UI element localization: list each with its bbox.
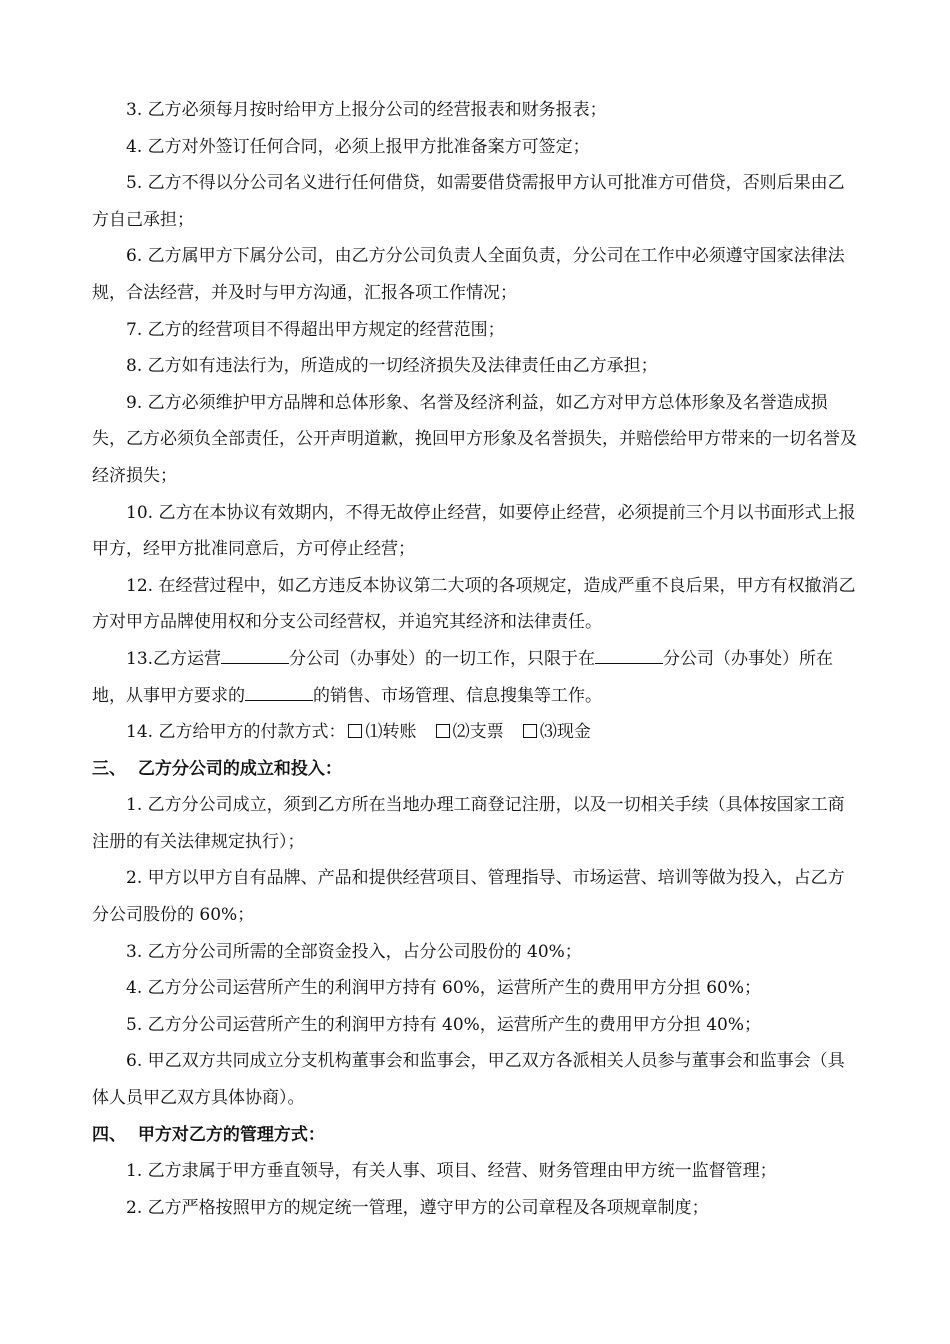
fill-blank-1 bbox=[221, 647, 289, 664]
section2-item-12: 12. 在经营过程中，如乙方违反本协议第二大项的各项规定，造成严重不良后果，甲方有权撤消乙方对甲方品牌使用权和分支公司经营权，并追究其经济和法律责任。 bbox=[92, 575, 856, 633]
section2-item-9: 9. 乙方必须维护甲方品牌和总体形象、名誉及经济利益，如乙方对甲方总体形象及名誉造成损失，乙方必须负全部责任，公开声明道歉，挽回甲方形象及名誉损失，并赔偿给甲方带来的一切名誉及经济损失； bbox=[92, 392, 857, 486]
fill-blank-2 bbox=[595, 647, 663, 664]
checkbox-cash bbox=[523, 724, 537, 738]
item13-text-4: 的销售、市场管理、信息搜集等工作。 bbox=[313, 685, 602, 706]
payment-option-cash: ⑶现金 bbox=[539, 722, 591, 743]
section2-item-5: 5. 乙方不得以分公司名义进行任何借贷，如需要借贷需报甲方认可批准方可借贷，否则后果由乙方自己承担； bbox=[92, 173, 845, 230]
payment-option-transfer: ⑴转账 bbox=[365, 722, 417, 743]
document-body bbox=[92, 92, 860, 1226]
payment-label: 14. 乙方给甲方的付款方式： bbox=[126, 722, 346, 743]
payment-option-check: ⑵支票 bbox=[452, 722, 504, 743]
section2-item-8: 8. 乙方如有违法行为，所造成的一切经济损失及法律责任由乙方承担； bbox=[126, 356, 658, 377]
section2-item-4: 4. 乙方对外签订任何合同，必须上报甲方批准备案方可签定； bbox=[126, 136, 590, 157]
section2-item-3: 3. 乙方必须每月按时给甲方上报分公司的经营报表和财务报表； bbox=[126, 100, 607, 120]
section2-item-10: 10. 乙方在本协议有效期内，不得无故停止经营，如要停止经营，必须提前三个月以书面形式上报甲方，经甲方批准同意后，方可停止经营； bbox=[92, 502, 856, 560]
section4-item-2: 2. 乙方严格按照甲方的规定统一管理，遵守甲方的公司章程及各项规章制度； bbox=[126, 1197, 709, 1218]
section4-item-1: 1. 乙方隶属于甲方垂直领导，有关人事、项目、经营、财务管理由甲方统一监督管理； bbox=[126, 1161, 777, 1182]
checkbox-transfer bbox=[348, 724, 362, 738]
section3-item-3: 3. 乙方分公司所需的全部资金投入，占分公司股份的 40%； bbox=[126, 941, 582, 962]
section4-heading: 四、 甲方对乙方的管理方式： bbox=[92, 1124, 325, 1145]
item13-text-1: 13.乙方运营 bbox=[126, 648, 222, 669]
section2-item-6: 6. 乙方属甲方下属分公司，由乙方分公司负责人全面负责，分公司在工作中必须遵守国家法律法规，合法经营，并及时与甲方沟通，汇报各项工作情况； bbox=[92, 246, 845, 303]
section3-item-5: 5. 乙方分公司运营所产生的利润甲方持有 40%，运营所产生的费用甲方分担 40%； bbox=[126, 1014, 761, 1035]
item13-text-3: 分公司（办事处）所在地，从事甲方要求的 bbox=[92, 648, 834, 706]
fill-blank-3 bbox=[245, 684, 313, 701]
section2-item-13 bbox=[92, 641, 860, 714]
section3-heading: 三、 乙方分公司的成立和投入： bbox=[92, 758, 342, 779]
section2-item-7: 7. 乙方的经营项目不得超出甲方规定的经营范围； bbox=[126, 319, 505, 340]
item13-text-2: 分公司（办事处）的一切工作，只限于在 bbox=[289, 648, 596, 669]
section3-item-1: 1. 乙方分公司成立，须到乙方所在当地办理工商登记注册，以及一切相关手续（具体按国家工商注册的有关法律规定执行）； bbox=[92, 795, 845, 852]
section3-item-2: 2. 甲方以甲方自有品牌、产品和提供经营项目、管理指导、市场运营、培训等做为投入，占乙方分公司股份的 60%； bbox=[92, 868, 845, 926]
section3-item-6: 6. 甲乙双方共同成立分支机构董事会和监事会，甲乙双方各派相关人员参与董事会和监事会（具体人员甲乙双方具体协商）。 bbox=[92, 1051, 845, 1109]
section2-item-14 bbox=[92, 714, 860, 751]
section3-item-4: 4. 乙方分公司运营所产生的利润甲方持有 60%，运营所产生的费用甲方分担 60%； bbox=[126, 978, 761, 999]
checkbox-check bbox=[436, 724, 450, 738]
